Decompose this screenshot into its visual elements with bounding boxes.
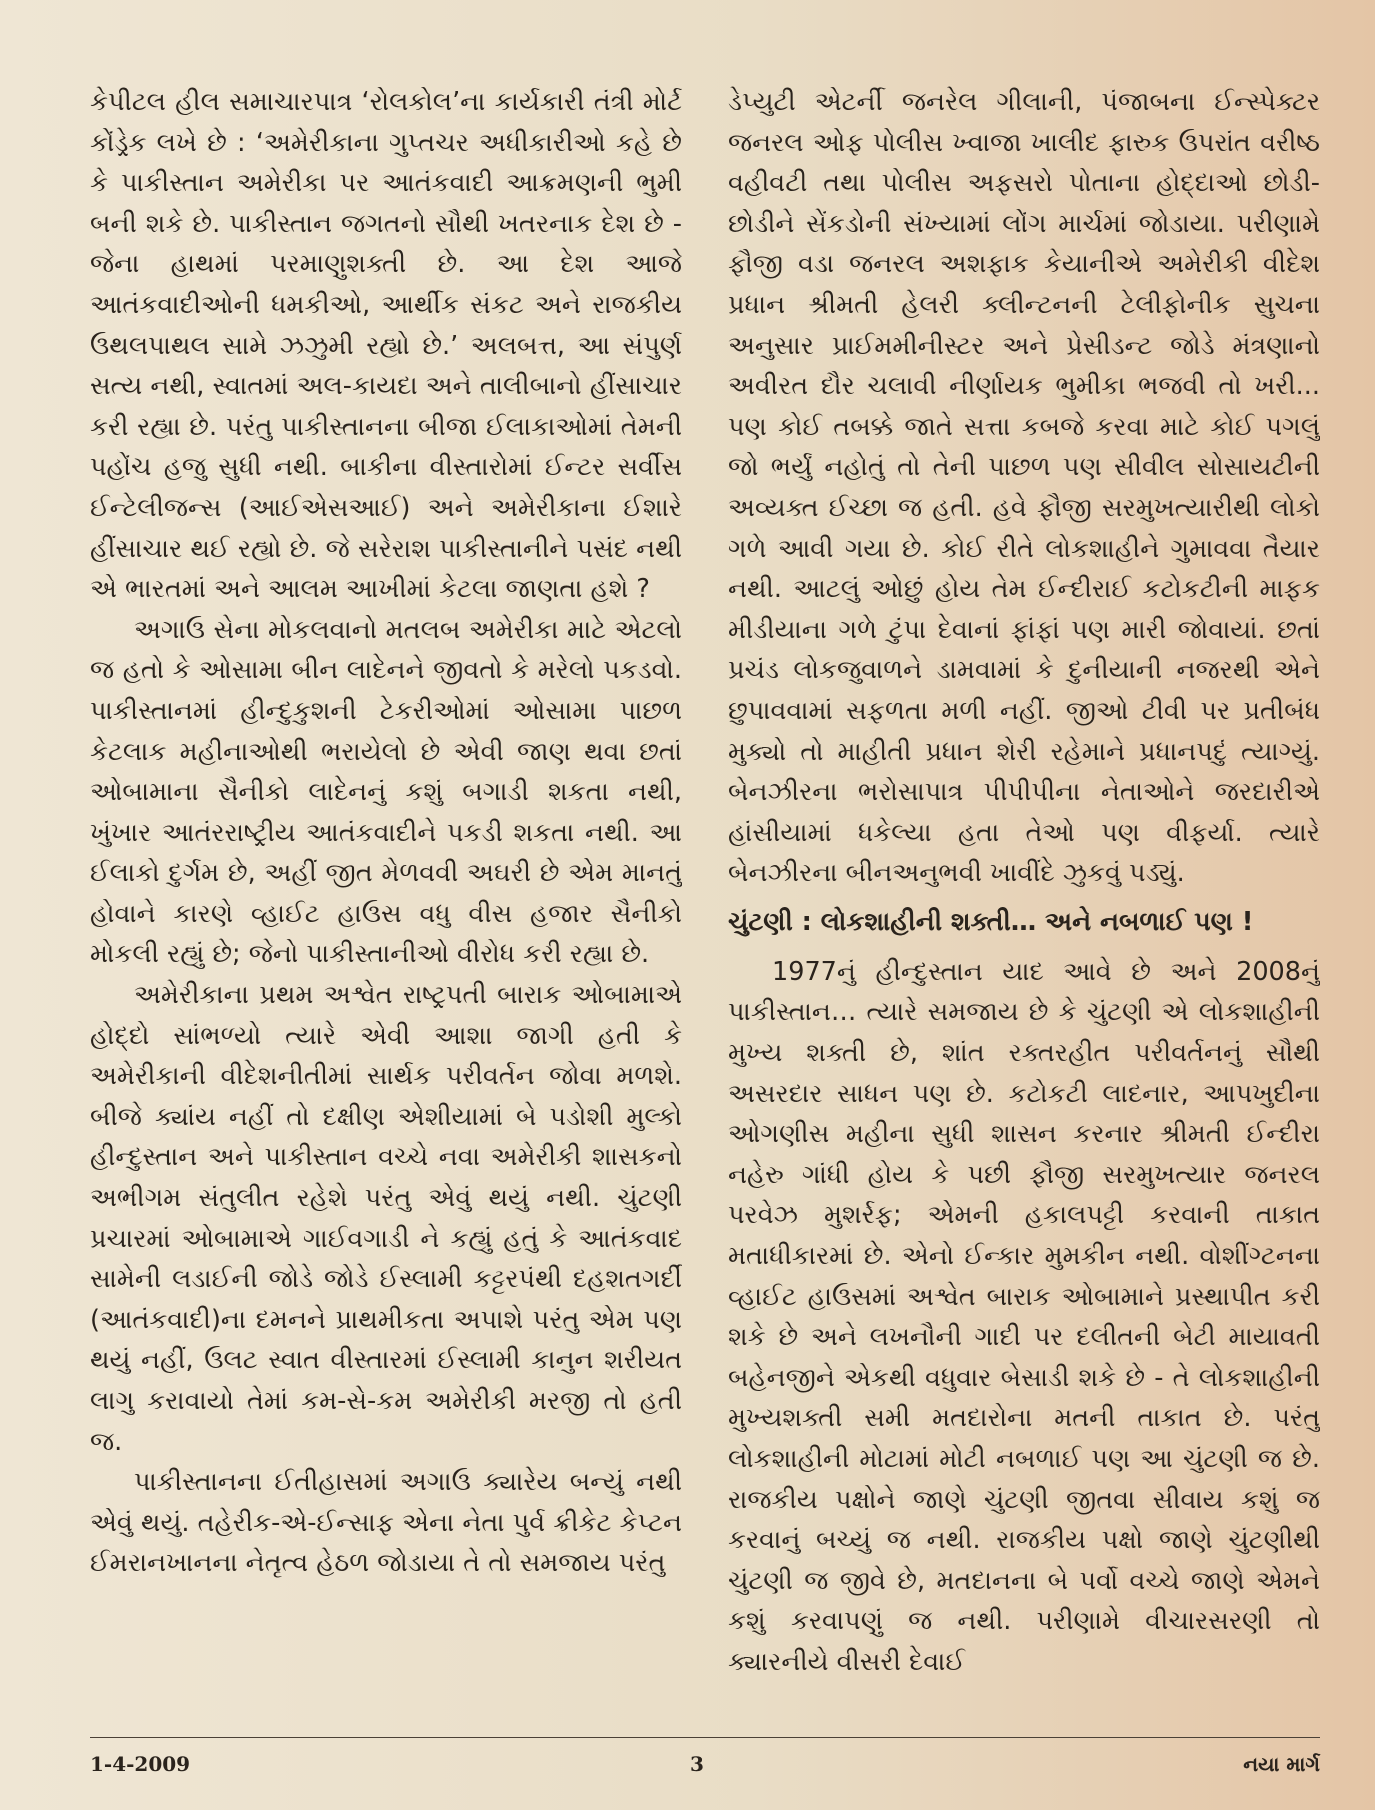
issue-date: 1-4-2009 xyxy=(90,1752,191,1776)
article-body xyxy=(90,82,1320,1722)
paragraph: અમેરીકાના પ્રથમ અશ્વેત રાષ્ટ્રપતી બારાક ઓબામાએ હોદ્દો સાંભળ્યો ત્યારે એવી આશા જાગી હતી કે અમેરીકાની વીદેશનીતીમાં સાર્થક પરીવર્તન જોવા મળશે. બીજે ક્યાંય નહીં તો દક્ષીણ એશીયામાં બે પડોશી મુલ્કો હીન્દુસ્તાન અને પાકીસ્તાન વચ્ચે નવા અમેરીકી શાસકનો અભીગમ સંતુલીત રહેશે પરંતુ એવું થયું નથી. ચુંટણી પ્રચારમાં ઓબામાએ ગાઈવગાડી ને કહ્યું હતું કે આતંકવાદ સામેની લડાઈની જોડે જોડે ઈસ્લામી કટ્ટરપંથી દહશતગર્દી (આતંકવાદી)ના દમનને પ્રાથમીકતા અપાશે પરંતુ એમ પણ થયું નહીં, ઉલટ સ્વાત વીસ્તારમાં ઈસ્લામી કાનુન શરીયત લાગુ કરાવાયો તેમાં કમ-સે-કમ અમેરીકી મરજી તો હતી જ. xyxy=(90,980,682,1457)
paragraph: કેપીટલ હીલ સમાચારપાત્ર ‘રોલકોલ’ના કાર્યકારી તંત્રી મોર્ટ કોંડ્રેક લખે છે : ‘અમેરીકાના ગુપ્તચર અધીકારીઓ કહે છે કે પાકીસ્તાન અમેરીકા પર આતંકવાદી આક્રમણની ભુમી બની શકે છે. પાકીસ્તાન જગતનો સૌથી ખતરનાક દેશ છે - જેના હાથમાં પરમાણુશક્તી છે. આ દેશ આજે આતંકવાદીઓની ધમકીઓ, આર્થીક સંકટ અને રાજકીય ઉથલપાથલ સામે ઝઝુમી રહ્યો છે.’ અલબત્ત, આ સંપુર્ણ સત્ય નથી, સ્વાતમાં અલ-કાયદા અને તાલીબાનો હીંસાચાર કરી રહ્યા છે. પરંતુ પાકીસ્તાનના બીજા ઈલાકાઓમાં તેમની પહોંચ હજુ સુધી નથી. બાકીના વીસ્તારોમાં ઈન્ટર સર્વીસ ઈન્ટેલીજન્સ (આઈએસઆઈ) અને અમેરીકાના ઈશારે હીંસાચાર થઈ રહ્યો છે. જે સરેરાશ પાકીસ્તાનીને પસંદ નથી એ ભારતમાં અને આલમ આખીમાં કેટલા જાણતા હશે ? xyxy=(90,87,682,605)
page-footer xyxy=(90,1752,1320,1782)
paragraph: 1977નું હીન્દુસ્તાન યાદ આવે છે અને 2008નું પાકીસ્તાન… ત્યારે સમજાય છે કે ચુંટણી એ લોકશાહીની મુખ્ય શક્તી છે, શાંત રક્તરહીત પરીવર્તનનું સૌથી અસરદાર સાધન પણ છે. કટોકટી લાદનાર, આપખુદીના ઓગણીસ મહીના સુધી શાસન કરનાર શ્રીમતી ઈન્દીરા નહેરુ ગાંધી હોય કે પછી ફૌજી સરમુખત્યાર જનરલ પરવેઝ મુશર્રફ; એમની હકાલપટ્ટી કરવાની તાકાત મતાધીકારમાં છે. એનો ઈન્કાર મુમકીન નથી. વોશીંગ્ટનના વ્હાઈટ હાઉસમાં અશ્વેત બારાક ઓબામાને પ્રસ્થાપીત કરી શકે છે અને લખનૌની ગાદી પર દલીતની બેટી માયાવતી બહેનજીને એકથી વધુવાર બેસાડી શકે છે - તે લોકશાહીની મુખ્યશક્તી સમી મતદારોના મતની તાકાત છે. પરંતુ લોકશાહીની મોટામાં મોટી નબળાઈ પણ આ ચુંટણી જ છે. રાજકીય પક્ષોને જાણે ચુંટણી જીતવા સીવાય કશું જ કરવાનું બચ્યું જ નથી. રાજકીય પક્ષો જાણે ચુંટણીથી ચુંટણી જ જીવે છે, મતદાનના બે પર્વો વચ્ચે જાણે એમને કશું કરવાપણું જ નથી. પરીણામે વીચારસરણી તો ક્યારનીયે વીસરી દેવાઈ xyxy=(728,956,1320,1677)
right-column xyxy=(728,82,1320,1722)
paragraph: પાકીસ્તાનના ઈતીહાસમાં અગાઉ ક્યારેય બન્યું નથી એવું થયું. તહેરીક-એ-ઈન્સાફ એના નેતા પુર્વ ક્રીકેટ કેપ્ટન ઈમરાનખાનના નેતૃત્વ હેઠળ જોડાયા તે તો સમજાય પરંતુ xyxy=(90,1467,682,1579)
section-heading: ચુંટણી : લોકશાહીની શક્તી… અને નબળાઈ પણ ! xyxy=(728,906,1254,937)
footer-divider xyxy=(90,1737,1320,1738)
page-number: 3 xyxy=(690,1752,704,1776)
left-column xyxy=(90,82,682,1722)
paragraph: ડેપ્યુટી એટર્ની જનરેલ ગીલાની, પંજાબના ઈન્સ્પેક્ટર જનરલ ઓફ પોલીસ ખ્વાજા ખાલીદ ફારુક ઉપરાંત વરીષ્ઠ વહીવટી તથા પોલીસ અફસરો પોતાના હોદ્દાઓ છોડી-છોડીને સેંકડોની સંખ્યામાં લોંગ માર્ચમાં જોડાયા. પરીણામે ફૌજી વડા જનરલ અશફાક કેયાનીએ અમેરીકી વીદેશ પ્રધાન શ્રીમતી હેલરી ક્લીન્ટનની ટેલીફોનીક સુચના અનુસાર પ્રાઈમમીનીસ્ટર અને પ્રેસીડન્ટ જોડે મંત્રણાનો અવીરત દૌર ચલાવી નીર્ણાયક ભુમીકા ભજવી તો ખરી... પણ કોઈ તબક્કે જાતે સત્તા કબજે કરવા માટે કોઈ પગલું જો ભર્યું નહોતું તો તેની પાછળ પણ સીવીલ સોસાયટીની અવ્યક્ત ઈચ્છા જ હતી. હવે ફૌજી સરમુખત્યારીથી લોકો ગળે આવી ગયા છે. કોઈ રીતે લોકશાહીને ગુમાવવા તૈયાર નથી. આટલું ઓછું હોય તેમ ઈન્દીરાઈ કટોકટીની માફક મીડીયાના ગળે ટુંપા દેવાનાં ફાંફાં પણ મારી જોવાયાં. છતાં પ્રચંડ લોકજુવાળને ડામવામાં કે દુનીયાની નજરથી એને છુપાવવામાં સફળતા મળી નહીં. જીઓ ટીવી પર પ્રતીબંધ મુક્યો તો માહીતી પ્રધાન શેરી રહેમાને પ્રધાનપદું ત્યાગ્યું. બેનઝીરના ભરોસાપાત્ર પીપીપીના નેતાઓને જરદારીએ હાંસીયામાં ધકેલ્યા હતા તેઓ પણ વીફર્યા. ત્યારે બેનઝીરના બીનઅનુભવી ખાવીંદે ઝુકવું પડ્યું. xyxy=(728,87,1320,889)
paragraph: અગાઉ સેના મોકલવાનો મતલબ અમેરીકા માટે એટલો જ હતો કે ઓસામા બીન લાદેનને જીવતો કે મરેલો પકડવો. પાકીસ્તાનમાં હીન્દુકુશની ટેકરીઓમાં ઓસામા પાછળ કેટલાક મહીનાઓથી ભરાયેલો છે એવી જાણ થવા છતાં ઓબામાના સૈનીકો લાદેનનું કશું બગાડી શકતા નથી, ખુંખાર આતંરરાષ્ટ્રીય આતંકવાદીને પકડી શકતા નથી. આ ઈલાકો દુર્ગમ છે, અહીં જીત મેળવવી અઘરી છે એમ માનતું હોવાને કારણે વ્હાઈટ હાઉસ વધુ વીસ હજાર સૈનીકો મોકલી રહ્યું છે; જેનો પાકીસ્તાનીઓ વીરોધ કરી રહ્યા છે. xyxy=(90,614,682,970)
magazine-name: નયા માર્ગ xyxy=(1243,1752,1320,1776)
